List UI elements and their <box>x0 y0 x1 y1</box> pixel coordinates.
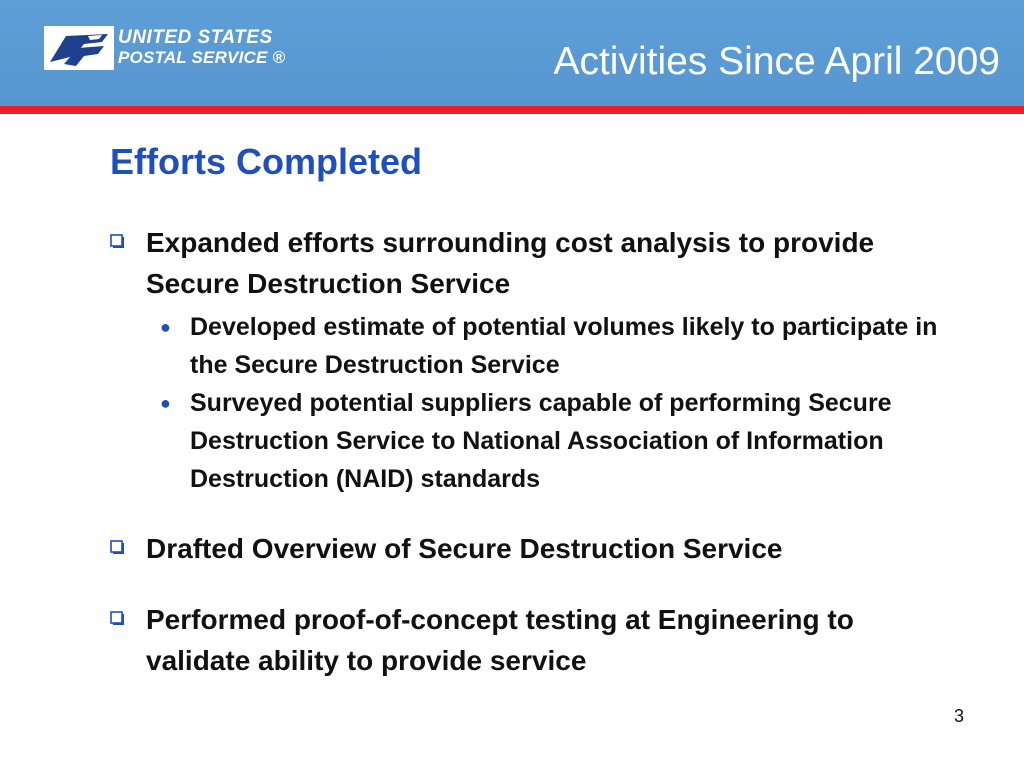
eagle-icon <box>44 26 114 70</box>
bullet-item <box>110 528 950 569</box>
bullet-item <box>110 599 950 681</box>
bullet-dot-icon: ● <box>160 393 171 413</box>
slide-title: Activities Since April 2009 <box>553 40 1000 83</box>
logo-wordmark <box>118 28 285 68</box>
sub-bullet-item <box>110 308 950 384</box>
logo-line-2: POSTAL SERVICE ® <box>118 48 286 67</box>
bullet-dot-icon: ● <box>160 317 171 337</box>
logo-line-1: UNITED STATES <box>118 27 273 48</box>
bullet-text: Performed proof-of-concept testing at Engineering to validate ability to provide service <box>146 604 854 676</box>
section-heading: Efforts Completed <box>110 141 423 182</box>
usps-logo <box>44 26 304 72</box>
hollow-square-icon <box>110 234 124 248</box>
bullet-text: Expanded efforts surrounding cost analysis to provide Secure Destruction Service <box>146 227 875 299</box>
sub-bullet-item <box>110 384 950 498</box>
hollow-square-icon <box>110 540 124 554</box>
bullet-list <box>110 222 950 681</box>
sub-bullet-text: Developed estimate of potential volumes likely to participate in the Secure Destruction Service <box>190 313 938 379</box>
sub-bullet-text: Surveyed potential suppliers capable of performing Secure Destruction Service to National Association of Information Destruction (NAID) standards <box>190 389 892 493</box>
header-divider <box>0 106 1024 114</box>
bullet-text: Drafted Overview of Secure Destruction Service <box>146 533 783 564</box>
hollow-square-icon <box>110 611 124 625</box>
bullet-item <box>110 222 950 304</box>
page-number: 3 <box>953 706 964 726</box>
